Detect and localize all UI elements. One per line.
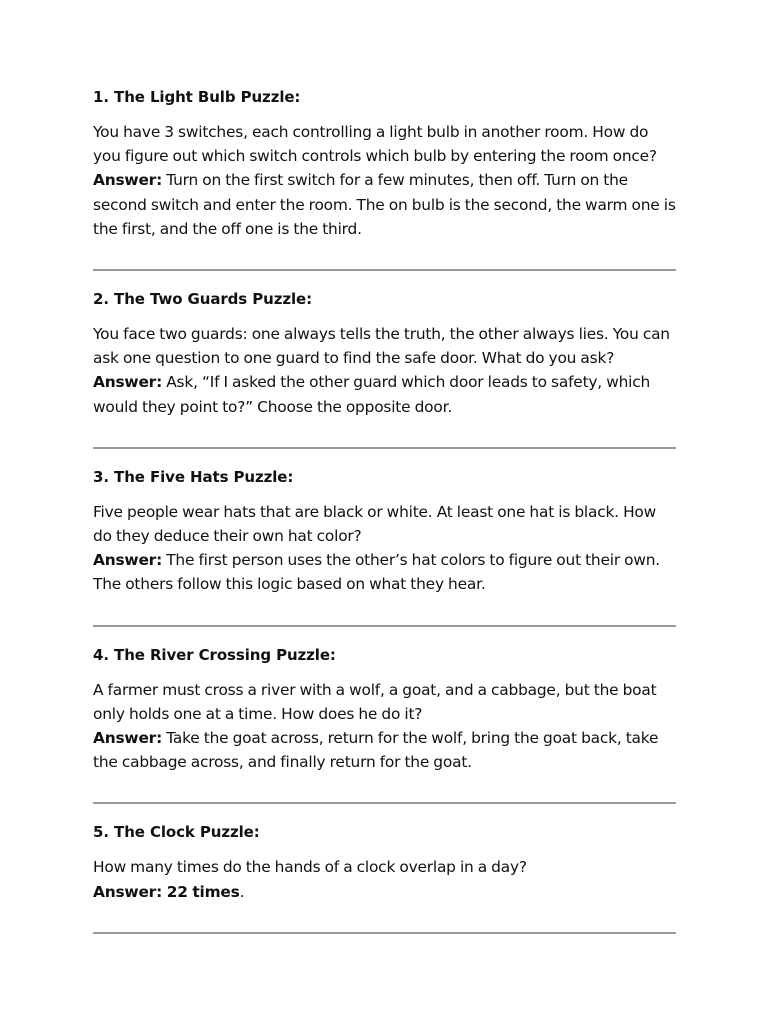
puzzle-question: A farmer must cross a river with a wolf, a goat, and a cabbage, but the boat only holds one at a time. How does he do it? (93, 680, 657, 723)
section-divider (93, 625, 676, 627)
puzzle-answer (93, 168, 676, 241)
puzzle-title: 2. The Two Guards Puzzle: (93, 290, 312, 309)
section-divider (93, 447, 676, 449)
answer-label: Answer: (93, 729, 163, 748)
puzzle-title: 5. The Clock Puzzle: (93, 823, 260, 842)
puzzle-five-hats (93, 466, 676, 597)
puzzle-question: Five people wear hats that are black or white. At least one hat is black. How do they deduce their own hat color? (93, 502, 657, 546)
puzzle-river-crossing (93, 644, 676, 775)
puzzle-body (93, 120, 676, 241)
answer-label: Answer: (93, 551, 163, 570)
section-divider (93, 802, 676, 804)
puzzle-two-guards (93, 288, 676, 419)
answer-highlight: 22 times (162, 882, 240, 901)
section-divider (93, 269, 676, 271)
answer-text: The first person uses the other’s hat colors to figure out their own. The others follow this logic based on what they hear. (93, 551, 660, 594)
puzzle-answer (93, 548, 676, 596)
puzzle-question: You have 3 switches, each controlling a light bulb in another room. How do you figure out which switch controls which bulb by entering the room once? (93, 123, 657, 166)
puzzle-body (93, 678, 676, 775)
answer-label: Answer: (93, 882, 163, 901)
puzzle-answer (93, 370, 676, 418)
puzzle-title: 1. The Light Bulb Puzzle: (93, 88, 301, 106)
answer-text: Take the goat across, return for the wolf, bring the goat back, take the cabbage across, and finally return for the goat. (93, 729, 659, 772)
puzzle-document (93, 86, 676, 951)
puzzle-title: 4. The River Crossing Puzzle: (93, 645, 336, 664)
puzzle-body (93, 500, 676, 597)
puzzle-answer (93, 726, 676, 774)
puzzle-question: You face two guards: one always tells the truth, the other always lies. You can ask one question to one guard to find the safe door. What do you ask? (93, 325, 670, 368)
puzzle-title: 3. The Five Hats Puzzle: (93, 467, 294, 486)
puzzle-answer (93, 880, 676, 904)
answer-text: . (239, 882, 245, 901)
answer-label: Answer: (93, 171, 163, 190)
section-divider (93, 932, 676, 934)
puzzle-clock (93, 821, 676, 903)
puzzle-light-bulb (93, 86, 676, 241)
puzzle-question: How many times do the hands of a clock overlap in a day? (93, 858, 527, 877)
puzzle-body (93, 322, 676, 419)
answer-text: Ask, “If I asked the other guard which door leads to safety, which would they point to?” Choose the opposite door. (93, 373, 651, 416)
puzzle-body (93, 855, 676, 903)
answer-text: Turn on the first switch for a few minutes, then off. Turn on the second switch and enter the room. The on bulb is the second, the warm one is the first, and the off one is the third. (93, 171, 676, 238)
answer-label: Answer: (93, 373, 163, 392)
